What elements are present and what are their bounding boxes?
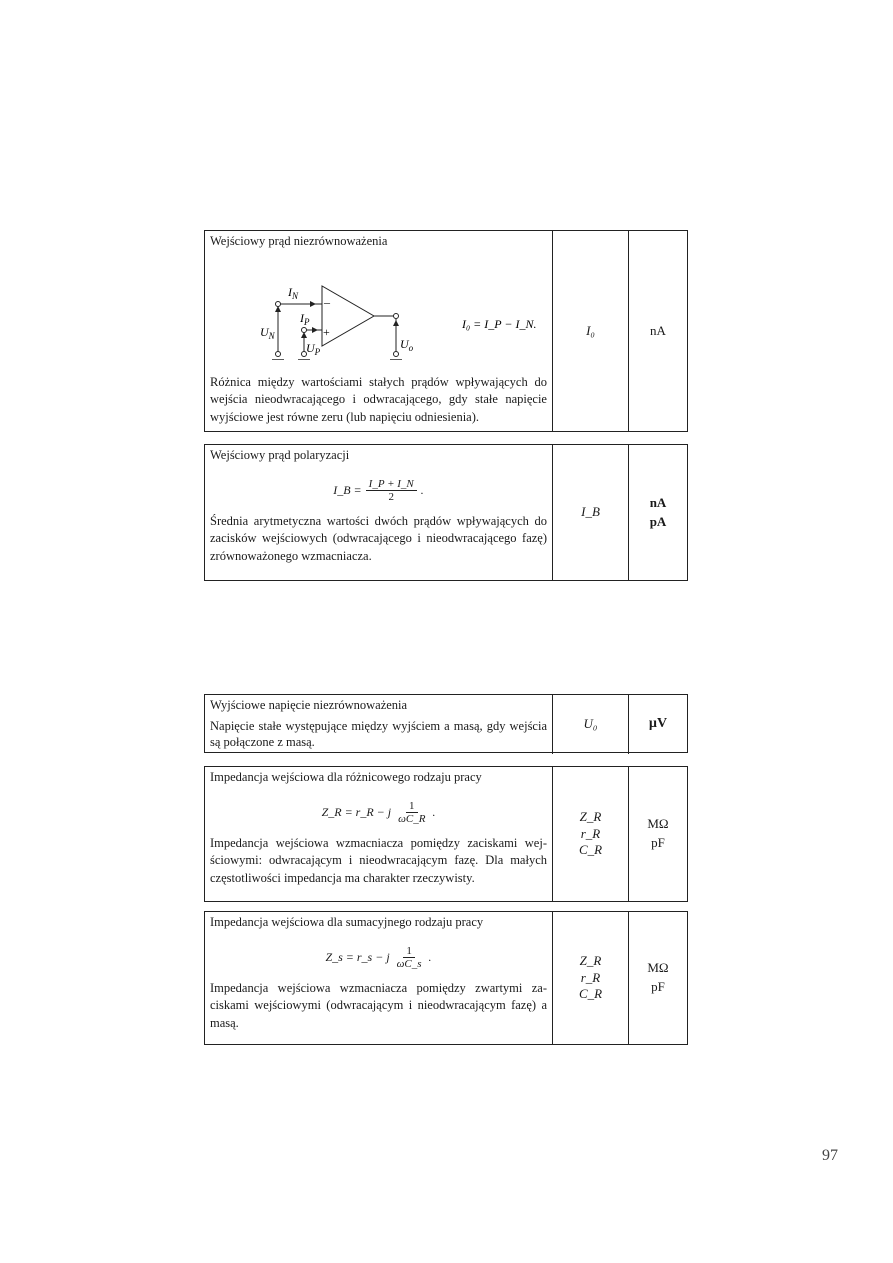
description-cell: [205, 445, 553, 580]
opamp-circuit-diagram: [210, 250, 548, 360]
plus-sign: +: [323, 324, 330, 339]
unit: nA: [650, 322, 666, 338]
unit-cell: [629, 231, 687, 431]
unit-mohm: MΩ: [647, 960, 669, 976]
description-cell: [205, 912, 553, 1044]
parameter-title: Impedancja wejściowa dla różnicowego rodzaju pracy: [210, 770, 482, 784]
symbol: I₀: [586, 322, 595, 338]
symbol-cell: [553, 912, 629, 1044]
table-input-bias-current: [204, 444, 688, 581]
parameter-description: Impedancja wejściowa wzmacniacza pomiędzy zwartymi za-ciskami wejściowymi (odwracającym i nieodwracającym fazę) a masą.: [210, 980, 547, 1030]
formula-common-mode-impedance: Z_s = r_s − j $\frac{1}{\omega C\_s}$ .: [325, 944, 432, 970]
parameter-title: Wejściowy prąd niezrównoważenia: [210, 234, 388, 248]
unit-cell: [629, 445, 687, 580]
minus-sign: –: [324, 294, 330, 309]
unit: µV: [648, 716, 668, 732]
unit-cell: [629, 912, 687, 1044]
formula-bias-current: I_B = $\frac{I\_P + I\_N}{2}$ .: [333, 477, 424, 503]
label-up: $U_P$: [306, 340, 321, 357]
parameter-title: Wyjściowe napięcie niezrównoważenia: [210, 698, 408, 712]
parameter-description: Impedancja wejściowa wzmacniacza pomiędzy zaciskami wej-ściowymi: odwracającym i nieodwracającym fazę. Dla małych częstotliwości impedancja ma charakter rzeczywisty.: [210, 835, 547, 885]
table-output-offset-voltage: [204, 694, 688, 753]
symbol-cell: [553, 231, 629, 431]
parameter-title: Impedancja wejściowa dla sumacyjnego rodzaju pracy: [210, 915, 484, 929]
page-number: 97: [822, 1147, 838, 1164]
unit-pf: pF: [651, 835, 665, 850]
label-ip: $I_P$: [300, 310, 310, 327]
description-cell: [205, 231, 553, 431]
unit-mohm: MΩ: [647, 816, 669, 832]
description-cell: [205, 767, 553, 901]
unit-pa: pA: [649, 513, 667, 529]
table-differential-input-impedance: [204, 766, 688, 902]
symbol-cell: [553, 695, 629, 754]
symbol-cell: [553, 445, 629, 580]
formula-offset-current: I₀ = I_P − I_N.: [462, 316, 537, 331]
table-input-offset-current: [204, 230, 688, 432]
parameter-description: Średnia arytmetyczna wartości dwóch prądów wpływających do zacisków wejściowych (odwracającego i nieodwracającego fazę) zrównoważonego wzmacniacza.: [210, 513, 547, 563]
symbol-c: C_R: [578, 986, 603, 1002]
label-in: $I_N$: [288, 284, 299, 301]
symbol-z: Z_R: [579, 808, 602, 824]
parameter-title: Wejściowy prąd polaryzacji: [210, 448, 350, 462]
symbol-c: C_R: [578, 842, 603, 858]
symbol-r: r_R: [580, 969, 601, 985]
label-un: $U_N$: [260, 324, 275, 341]
symbol: U₀: [583, 716, 598, 732]
symbol-z: Z_R: [579, 952, 602, 968]
table-common-mode-input-impedance: [204, 911, 688, 1045]
parameter-description: Różnica między wartościami stałych prądów wpływających do wejścia nieodwracającego i odwracającego, gdy stałe napięcie wyjściowe jest równe zeru (lub napięciu odniesienia).: [210, 374, 547, 424]
label-uo: $U_o$: [400, 336, 414, 353]
formula-differential-impedance: Z_R = r_R − j $\frac{1}{\omega C\_R}$ .: [321, 799, 436, 825]
symbol: I_B: [581, 504, 600, 520]
parameter-description: Napięcie stałe występujące między wyjściem a masą, gdy wejścia są połączone z masą.: [210, 718, 547, 749]
unit-cell: [629, 767, 687, 901]
unit-cell: [629, 695, 687, 754]
unit-pf: pF: [651, 979, 665, 994]
unit-na: nA: [649, 494, 667, 510]
symbol-r: r_R: [580, 825, 601, 841]
description-cell: [205, 695, 553, 754]
symbol-cell: [553, 767, 629, 901]
